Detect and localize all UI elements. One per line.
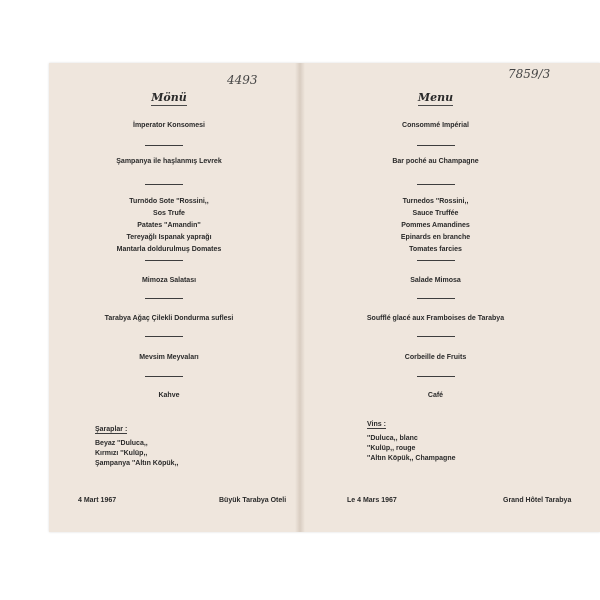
right-footer-date: Le 4 Mars 1967 <box>347 497 397 504</box>
right-title: Menu <box>417 91 454 104</box>
right-page-french <box>305 63 600 532</box>
right-course-2: Bar poché au Champagne <box>392 158 479 165</box>
left-course-3: Turnödo Sote ''Rossini,, Sos Trufe Patates ''Amandin'' Tereyağlı Ispanak yaprağı Mantarla doldurulmuş Domates <box>116 198 222 253</box>
right-separator <box>417 298 455 299</box>
right-course-3: Turnedos ''Rossini,, Sauce Truffée Pommes Amandines Epinards en branche Tomates farcies <box>400 198 471 253</box>
right-separator <box>417 145 455 146</box>
right-course-7: Café <box>427 392 444 399</box>
left-course-1: İmperator Konsomesi <box>133 122 205 129</box>
left-wine-item: Kırmızı ''Kulüp,, <box>95 450 148 457</box>
left-separator <box>145 298 183 299</box>
right-course-1: Consommé Impérial <box>402 122 469 129</box>
left-footer-place: Büyük Tarabya Oteli <box>219 497 287 504</box>
left-separator <box>145 145 183 146</box>
right-wine-list <box>367 420 456 464</box>
right-separator <box>417 336 455 337</box>
right-course-5: Soufflé glacé aux Framboises de Tarabya <box>366 315 505 322</box>
left-wine-item: Beyaz ''Duluca,, <box>95 440 148 447</box>
left-title: Mönü <box>151 91 187 104</box>
left-footer-date: 4 Mart 1967 <box>78 497 117 504</box>
right-wine-item: ''Duluca,, blanc <box>367 435 418 442</box>
left-separator <box>145 184 183 185</box>
left-page-turkish <box>49 63 295 532</box>
left-handwritten-note: 4493 <box>227 73 258 87</box>
left-course-2: Şampanya ile haşlanmış Levrek <box>116 158 222 165</box>
left-wine-list <box>95 425 178 469</box>
right-wine-item: ''Altın Köpük,, Champagne <box>367 455 456 462</box>
right-handwritten-note: 7859/3 <box>508 67 551 81</box>
left-separator <box>145 376 183 377</box>
left-separator <box>145 336 183 337</box>
center-fold <box>295 63 305 532</box>
left-wine-item: Şampanya ''Altın Köpük,, <box>95 460 179 467</box>
left-separator <box>145 260 183 261</box>
left-course-4: Mimoza Salatası <box>141 277 197 284</box>
right-course-6: Corbeille de Fruits <box>404 354 467 361</box>
right-separator <box>417 184 455 185</box>
right-wine-item: ''Kulüp,, rouge <box>367 445 416 452</box>
right-course-4: Salade Mimosa <box>410 277 461 284</box>
left-course-5: Tarabya Ağaç Çilekli Dondurma suflesi <box>104 315 234 322</box>
right-separator <box>417 260 455 261</box>
left-course-6: Mevsim Meyvaları <box>139 354 199 361</box>
right-footer-place: Grand Hôtel Tarabya <box>503 497 572 504</box>
left-course-7: Kahve <box>158 392 180 399</box>
right-separator <box>417 376 455 377</box>
left-wines-heading: Şaraplar : <box>95 426 128 433</box>
menu-card <box>49 63 600 532</box>
right-wines-heading: Vins : <box>367 421 386 428</box>
